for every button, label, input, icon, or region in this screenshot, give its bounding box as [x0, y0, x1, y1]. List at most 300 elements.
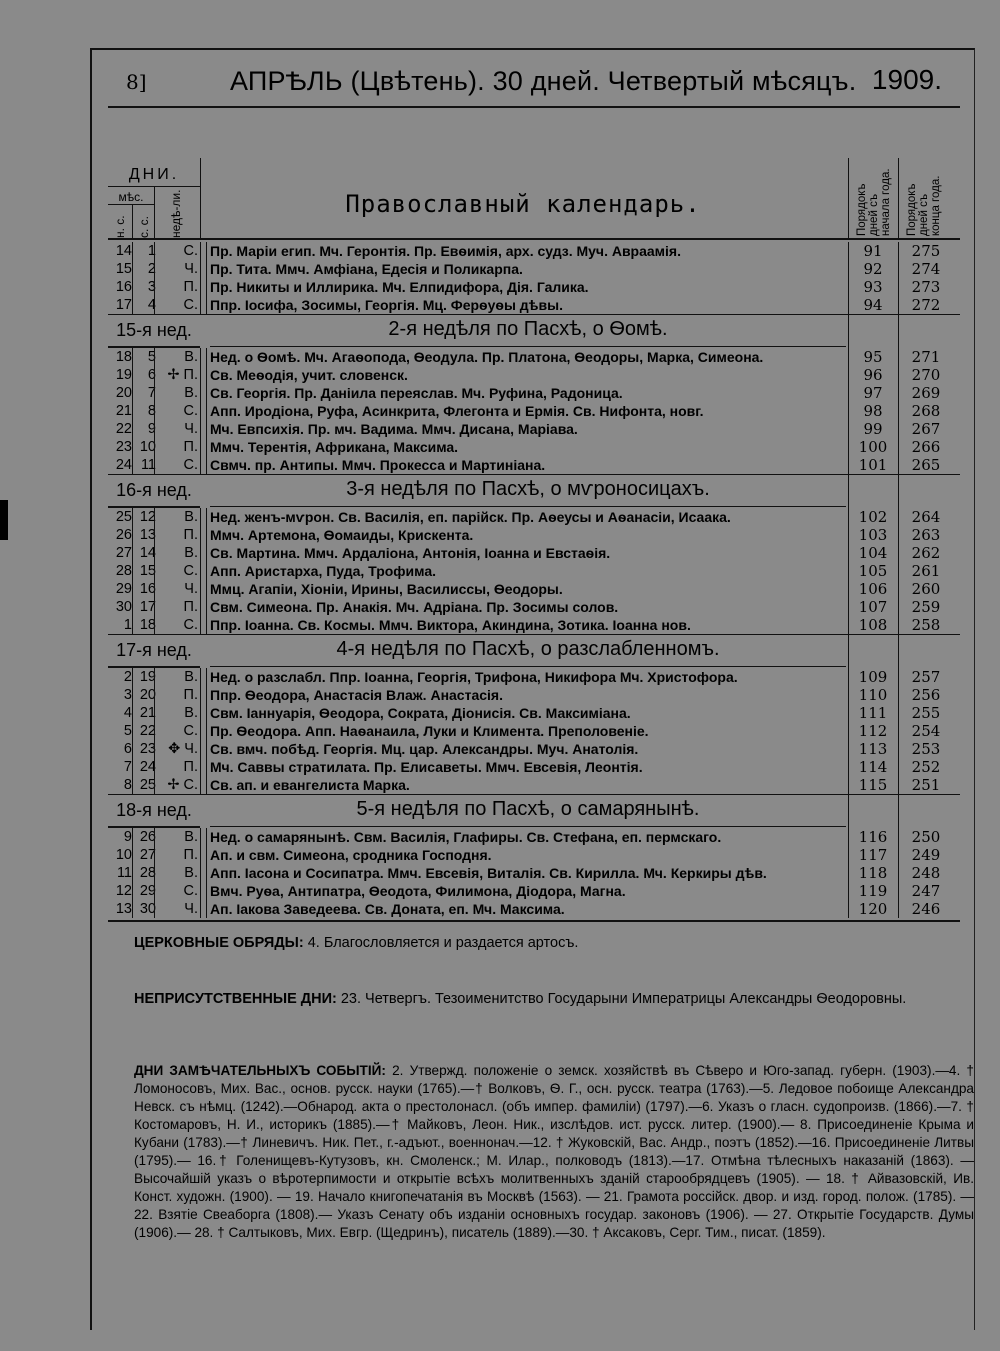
day-of-year: 120: [858, 900, 888, 918]
week-vline-main: [848, 634, 849, 668]
saints-text: Ммч. Артемона, Ѳомаиды, Крискента.: [210, 527, 474, 543]
weekday: С.: [183, 723, 198, 739]
day-of-year: 91: [863, 242, 883, 260]
weekday: Ч.: [184, 261, 198, 277]
week-vline-order: [898, 794, 899, 828]
vline-order: [898, 242, 899, 314]
table-row: [108, 562, 960, 580]
day-of-year: 112: [858, 722, 888, 740]
week-title: 2-я недѣля по Пасхѣ, о Ѳомѣ.: [388, 318, 668, 340]
day-old-style: 10: [139, 439, 156, 455]
day-new-style: 24: [115, 457, 132, 473]
calendar-title: Православный календарь.: [345, 190, 701, 218]
saints-text: Апп. Аристарха, Пуда, Трофима.: [210, 563, 436, 579]
header-rule: [108, 106, 960, 108]
weekday: П.: [183, 599, 198, 615]
days-remaining: 254: [911, 722, 941, 740]
saints-text: Нед. о Ѳомѣ. Мч. Агаѳопода, Ѳеодула. Пр. Платона, Ѳеодоры, Марка, Симеона.: [210, 349, 764, 365]
saints-text: Ммц. Агапіи, Хіоніи, Ирины, Василиссы, Ѳеодоры.: [210, 581, 563, 597]
days-remaining: 255: [911, 704, 941, 722]
table-row: [108, 420, 960, 438]
day-new-style: 6: [123, 741, 132, 757]
day-new-style: 29: [115, 581, 132, 597]
day-old-style: 19: [139, 669, 156, 685]
saints-text: Апп. Иродіона, Руфа, Асинкрита, Флегонта и Ермія. Св. Нифонта, новг.: [210, 403, 704, 419]
weekday: П.: [183, 279, 198, 295]
day-old-style: 28: [139, 865, 156, 881]
days-remaining: 268: [911, 402, 941, 420]
saints-text: Свмч. пр. Антипы. Ммч. Прокесса и Мартиніана.: [210, 457, 546, 473]
table-row: [108, 740, 960, 758]
events-text: 2. Утвержд. положеніе о земск. хозяйствѣ въ Сѣверо и Юго-запад. губерн. (1903).—4. † Ломоносовъ, Мих. Вас., основ. русск. науки (1765).—† Волковъ, Ѳ. Г., осн. русск. театра (1763).—5. Ледовое побоище Александра Невск. съ нѣмц. (1242).—Обнарод. акта о престолонасл. (объ импер. фамиліи) (1797).—6. Указъ о гласн. судопроизв. (1866).—7. † Костомаровъ, Н. И., историкъ (1885).—† Майковъ, Леон. Ник., изслѣдов. ист. русск. литер. (1900).— 8. Присоединеніе Крыма и Кубани (1783).—† Линевичъ. Ник. Пет., г.-адъют., военнонач.—12. † Жуковскій, Вас. Андр., поэтъ (1852).—16. Присоединеніе Литвы (1795).— 16.† Голенищевъ-Кутузовъ, кн. Смоленск.; М. Илар., полководъ (1813).—17. Отмѣна тѣлесныхъ наказаній (1863). — Высочайшій указъ о вѣротерпимости и открытіе всѣхъ молитвенныхъ зданій старообрядцевъ (1905). — 18. † Айвазовскій, Ив. Конст. художн. (1900). — 19. Начало книгопечатанія въ Москвѣ (1563). — 21. Грамота россійск. двор. и изд. город. полож. (1785). — 22. Взятіе Свеаборга (1808).— Указъ Сенату объ изданіи основныхъ государ. законовъ (1906). — 27. Открытіе Государств. Думы (1906).— 28. † Салтыковъ, Мих. Евгр. (Щедринъ), писатель (1889).—30. † Аксаковъ, Серг. Тим., писат. (1859).: [134, 1063, 974, 1240]
day-old-style: 29: [139, 883, 156, 899]
vline-ss: [154, 668, 155, 794]
table-row: [108, 776, 960, 794]
day-new-style: 17: [115, 297, 132, 313]
weekday: П.: [183, 847, 198, 863]
week-vline-order: [898, 474, 899, 508]
vline-order: [898, 668, 899, 794]
days-remaining: 246: [911, 900, 941, 918]
vline-ns: [132, 242, 133, 314]
header-vline-main: [848, 158, 849, 240]
day-old-style: 8: [147, 403, 156, 419]
header-vline-ss: [154, 186, 155, 240]
weekday: ✢ С.: [167, 777, 198, 793]
day-old-style: 13: [139, 527, 156, 543]
saints-text: Св. Мартина. Ммч. Ардаліона, Антонія, Іоанна и Евстаѳія.: [210, 545, 611, 561]
vline-order: [898, 828, 899, 918]
weekday: В.: [184, 829, 198, 845]
page-number: 8]: [126, 70, 147, 94]
church-rites: [134, 934, 1000, 952]
table-row: [108, 598, 960, 616]
saints-text: Ммч. Терентія, Африкана, Максима.: [210, 439, 459, 455]
day-of-year: 109: [858, 668, 888, 686]
order-start-header: Порядокъ дней съ начала года.: [856, 168, 892, 236]
saints-text: Ап. и свм. Симеона, сродника Господня.: [210, 847, 492, 863]
days-remaining: 253: [911, 740, 941, 758]
vline-ns: [132, 828, 133, 918]
day-new-style: 23: [115, 439, 132, 455]
vline-order: [898, 348, 899, 474]
day-old-style: 1: [147, 243, 156, 259]
day-old-style: 14: [139, 545, 156, 561]
table-row: [108, 438, 960, 456]
vline-ns: [132, 668, 133, 794]
vline-wd2: [206, 668, 207, 794]
weekday: С.: [183, 297, 198, 313]
day-of-year: 96: [863, 366, 883, 384]
ns-header: н. с.: [113, 215, 127, 238]
days-remaining: 274: [911, 260, 941, 278]
vline-ss: [154, 242, 155, 314]
vline-wd: [200, 242, 201, 314]
table-row: [108, 686, 960, 704]
day-old-style: 18: [139, 617, 156, 633]
header-vline-ns: [132, 204, 133, 240]
notable-events: [134, 1062, 974, 1242]
table-row: [108, 900, 960, 918]
day-new-style: 20: [115, 385, 132, 401]
day-old-style: 2: [147, 261, 156, 277]
week-vline-order: [898, 634, 899, 668]
day-new-style: 18: [115, 349, 132, 365]
day-of-year: 114: [858, 758, 888, 776]
day-of-year: 110: [858, 686, 888, 704]
holidays-text: 23. Четвергъ. Тезоименитство Государыни Императрицы Александры Ѳеодоровны.: [340, 991, 907, 1007]
day-of-year: 92: [863, 260, 883, 278]
holidays-label: НЕПРИСУТСТВЕННЫЕ ДНИ:: [134, 991, 337, 1007]
day-of-year: 108: [858, 616, 888, 634]
page-frame: [90, 48, 975, 1330]
week-title-rule: [210, 506, 846, 507]
day-new-style: 13: [115, 901, 132, 917]
week-vline-main: [848, 314, 849, 348]
table-row: [108, 242, 960, 260]
day-new-style: 22: [115, 421, 132, 437]
days-remaining: 252: [911, 758, 941, 776]
weekday: П.: [183, 439, 198, 455]
saints-text: Нед. о самарянынѣ. Свм. Василія, Глафиры. Св. Стефана, еп. пермскаго.: [210, 829, 722, 845]
days-remaining: 269: [911, 384, 941, 402]
day-of-year: 106: [858, 580, 888, 598]
days-remaining: 271: [911, 348, 941, 366]
day-old-style: 21: [139, 705, 156, 721]
saints-text: Ппр. Ѳеодора, Анастасія Влаж. Анастасія.: [210, 687, 503, 703]
day-new-style: 25: [115, 509, 132, 525]
day-new-style: 14: [115, 243, 132, 259]
day-new-style: 16: [115, 279, 132, 295]
day-new-style: 30: [115, 599, 132, 615]
table-row: [108, 348, 960, 366]
day-of-year: 101: [858, 456, 888, 474]
day-of-year: 105: [858, 562, 888, 580]
weekday: В.: [184, 385, 198, 401]
weekday: В.: [184, 545, 198, 561]
week-title: 3-я недѣля по Пасхѣ, о мѵроносицахъ.: [346, 478, 710, 500]
day-of-year: 104: [858, 544, 888, 562]
rites-text: 4. Благословляется и раздается артосъ.: [307, 935, 579, 951]
day-of-year: 117: [858, 846, 888, 864]
table-row: [108, 722, 960, 740]
day-new-style: 9: [123, 829, 132, 845]
days-remaining: 250: [911, 828, 941, 846]
day-of-year: 111: [858, 704, 888, 722]
vline-wd: [200, 508, 201, 634]
table-row: [108, 864, 960, 882]
days-remaining: 263: [911, 526, 941, 544]
day-old-style: 3: [147, 279, 156, 295]
day-new-style: 3: [123, 687, 132, 703]
saints-text: Нед. о разслабл. Ппр. Іоанна, Георгія, Трифона, Никифора Мч. Христофора.: [210, 669, 738, 685]
day-of-year: 118: [858, 864, 888, 882]
table-row: [108, 366, 960, 384]
vline-ns: [132, 508, 133, 634]
vline-main: [848, 242, 849, 314]
day-new-style: 11: [116, 865, 132, 881]
day-new-style: 26: [115, 527, 132, 543]
saints-text: Апп. Іасона и Сосипатра. Ммч. Евсевія, Виталія. Св. Кирилла. Мч. Керкиры дѣв.: [210, 865, 767, 881]
day-old-style: 22: [139, 723, 156, 739]
week-title-rule: [210, 666, 846, 667]
days-remaining: 266: [911, 438, 941, 456]
days-remaining: 265: [911, 456, 941, 474]
day-old-style: 9: [147, 421, 156, 437]
day-old-style: 20: [139, 687, 156, 703]
day-old-style: 15: [139, 563, 156, 579]
day-old-style: 26: [139, 829, 156, 845]
week-row: [108, 794, 960, 828]
day-new-style: 21: [115, 403, 132, 419]
year-label: 1909.: [871, 64, 942, 95]
week-title: 5-я недѣля по Пасхѣ, о самарянынѣ.: [356, 798, 700, 820]
day-old-style: 16: [139, 581, 156, 597]
month-header: мѣс.: [118, 190, 144, 204]
weekday: Ч.: [184, 581, 198, 597]
weekday-header: недѣ-ли.: [169, 189, 183, 238]
day-new-style: 2: [123, 669, 132, 685]
days-remaining: 267: [911, 420, 941, 438]
day-of-year: 99: [863, 420, 883, 438]
saints-text: Пр. Тита. Ммч. Амфіана, Едесія и Поликарпа.: [210, 261, 523, 277]
vline-main: [848, 508, 849, 634]
ss-header: с. с.: [137, 215, 151, 238]
vline-wd2: [206, 242, 207, 314]
scan-mark: [0, 500, 8, 540]
table-row: [108, 278, 960, 296]
saints-text: Мч. Саввы стратилата. Пр. Елисаветы. Ммч. Евсевія, Леонтія.: [210, 759, 643, 775]
saints-text: Пр. Маріи егип. Мч. Геронтія. Пр. Евѳимія, арх. судз. Муч. Авраамія.: [210, 243, 681, 259]
saints-text: Ап. Іакова Заведеева. Св. Доната, еп. Мч. Максима.: [210, 901, 565, 917]
days-header: ДНИ.: [128, 166, 180, 183]
page-title: АПРѢЛЬ (Цвѣтень). 30 дней. Четвертый мѣсяцъ.: [230, 66, 857, 96]
day-new-style: 7: [123, 759, 132, 775]
day-of-year: 103: [858, 526, 888, 544]
saints-text: Ппр. Іоанна. Св. Космы. Ммч. Виктора, Акиндина, Зотика. Іоанна нов.: [210, 617, 691, 633]
table-row: [108, 846, 960, 864]
table-row: [108, 526, 960, 544]
weekday: П.: [183, 687, 198, 703]
day-of-year: 119: [858, 882, 888, 900]
day-of-year: 93: [863, 278, 883, 296]
day-new-style: 1: [123, 617, 132, 633]
day-old-style: 27: [139, 847, 156, 863]
day-of-year: 95: [863, 348, 883, 366]
days-remaining: 275: [911, 242, 941, 260]
table-row: [108, 704, 960, 722]
weekday: С.: [183, 243, 198, 259]
week-label: 16-я нед.: [116, 480, 192, 500]
week-label: 18-я нед.: [116, 800, 192, 820]
weekday: В.: [184, 349, 198, 365]
days-remaining: 261: [911, 562, 941, 580]
days-remaining: 273: [911, 278, 941, 296]
saints-text: Св. вмч. побѣд. Георгія. Мц. цар. Александры. Муч. Анатолія.: [210, 741, 639, 757]
week-row: [108, 474, 960, 508]
saints-text: Нед. женъ-мѵрон. Св. Василія, еп. парійск. Пр. Аѳеусы и Аѳанасіи, Исаака.: [210, 509, 731, 525]
weekday: В.: [184, 509, 198, 525]
vline-main: [848, 348, 849, 474]
day-new-style: 15: [115, 261, 132, 277]
days-remaining: 259: [911, 598, 941, 616]
day-new-style: 8: [123, 777, 132, 793]
header-bottom-rule: [108, 238, 960, 240]
day-new-style: 19: [115, 367, 132, 383]
day-new-style: 27: [115, 545, 132, 561]
table-bottom-rule: [108, 920, 960, 922]
week-vline-order: [898, 314, 899, 348]
week-top-rule: [108, 314, 960, 315]
weekday: С.: [183, 403, 198, 419]
week-top-rule: [108, 634, 960, 635]
day-old-style: 23: [139, 741, 156, 757]
days-remaining: 260: [911, 580, 941, 598]
day-of-year: 107: [858, 598, 888, 616]
days-remaining: 251: [911, 776, 941, 794]
order-end-header: Порядокъ дней съ конца года.: [906, 175, 942, 236]
days-remaining: 272: [911, 296, 941, 314]
month-divider: [108, 204, 154, 205]
vline-ss: [154, 348, 155, 474]
vline-wd2: [206, 348, 207, 474]
days-remaining: 247: [911, 882, 941, 900]
vline-ns: [132, 348, 133, 474]
week-row: [108, 314, 960, 348]
saints-text: Вмч. Руѳа, Антипатра, Ѳеодота, Филимона, Діодора, Магна.: [210, 883, 626, 899]
saints-text: Ппр. Іосифа, Зосимы, Георгія. Мц. Ферѳуѳы дѣвы.: [210, 297, 563, 313]
table-row: [108, 508, 960, 526]
saints-text: Свм. Іаннуарія, Ѳеодора, Сократа, Діонисія. Св. Максиміана.: [210, 705, 631, 721]
weekday: В.: [184, 669, 198, 685]
days-remaining: 258: [911, 616, 941, 634]
weekday: Ч.: [184, 421, 198, 437]
day-new-style: 5: [123, 723, 132, 739]
table-row: [108, 544, 960, 562]
day-of-year: 97: [863, 384, 883, 402]
table-row: [108, 758, 960, 776]
week-label: 15-я нед.: [116, 320, 192, 340]
week-title: 4-я недѣля по Пасхѣ, о разслабленномъ.: [336, 638, 720, 660]
table-row: [108, 456, 960, 474]
weekday: В.: [184, 705, 198, 721]
vline-wd: [200, 348, 201, 474]
day-old-style: 5: [147, 349, 156, 365]
table-row: [108, 828, 960, 846]
week-row: [108, 634, 960, 668]
saints-text: Пр. Никиты и Иллирика. Мч. Елпидифора, Дія. Галика.: [210, 279, 589, 295]
week-title-rule: [210, 346, 846, 347]
day-new-style: 10: [115, 847, 132, 863]
days-remaining: 256: [911, 686, 941, 704]
table-row: [108, 580, 960, 598]
days-remaining: 270: [911, 366, 941, 384]
day-new-style: 4: [123, 705, 132, 721]
table-row: [108, 402, 960, 420]
table-row: [108, 882, 960, 900]
days-remaining: 264: [911, 508, 941, 526]
weekday: П.: [183, 527, 198, 543]
weekday: В.: [184, 865, 198, 881]
saints-text: Свм. Симеона. Пр. Анакія. Мч. Адріана. Пр. Зосимы солов.: [210, 599, 619, 615]
week-top-rule: [108, 474, 960, 475]
page-header: [92, 60, 974, 108]
saints-text: Св. Георгія. Пр. Даніила переяслав. Мч. Руфина, Радоница.: [210, 385, 623, 401]
saints-text: Мч. Евпсихія. Пр. мч. Вадима. Ммч. Дисана, Маріава.: [210, 421, 578, 437]
weekday: ✥ Ч.: [168, 741, 198, 757]
week-top-rule: [108, 794, 960, 795]
vline-wd2: [206, 828, 207, 918]
saints-text: Св. ап. и евангелиста Марка.: [210, 777, 410, 793]
day-of-year: 98: [863, 402, 883, 420]
days-remaining: 262: [911, 544, 941, 562]
vline-wd: [200, 828, 201, 918]
week-label: 17-я нед.: [116, 640, 192, 660]
events-label: ДНИ ЗАМѢЧАТЕЛЬНЫХЪ СОБЫТІЙ:: [134, 1063, 386, 1078]
day-new-style: 12: [115, 883, 132, 899]
vline-wd2: [206, 508, 207, 634]
day-of-year: 113: [858, 740, 888, 758]
vline-ss: [154, 508, 155, 634]
vline-main: [848, 668, 849, 794]
table-row: [108, 668, 960, 686]
rites-label: ЦЕРКОВНЫЕ ОБРЯДЫ:: [134, 935, 304, 951]
table-row: [108, 260, 960, 278]
days-remaining: 248: [911, 864, 941, 882]
day-of-year: 100: [858, 438, 888, 456]
saints-text: Св. Меѳодія, учит. словенск.: [210, 367, 408, 383]
table-row: [108, 296, 960, 314]
header-vline-days: [200, 158, 201, 240]
calendar-table: [108, 158, 960, 946]
day-of-year: 94: [863, 296, 883, 314]
weekday: С.: [183, 617, 198, 633]
day-new-style: 28: [115, 563, 132, 579]
vline-main: [848, 828, 849, 918]
day-old-style: 4: [147, 297, 156, 313]
weekday: Ч.: [184, 901, 198, 917]
week-vline-main: [848, 794, 849, 828]
days-remaining: 257: [911, 668, 941, 686]
day-old-style: 12: [139, 509, 156, 525]
week-title-rule: [210, 826, 846, 827]
vline-wd: [200, 668, 201, 794]
day-of-year: 116: [858, 828, 888, 846]
day-of-year: 102: [858, 508, 888, 526]
day-old-style: 25: [139, 777, 156, 793]
weekday: С.: [183, 563, 198, 579]
weekday: С.: [183, 457, 198, 473]
weekday: П.: [183, 759, 198, 775]
vline-order: [898, 508, 899, 634]
vline-ss: [154, 828, 155, 918]
day-old-style: 7: [147, 385, 156, 401]
day-old-style: 24: [139, 759, 156, 775]
saints-text: Пр. Ѳеодора. Апп. Наѳанаила, Луки и Климента. Преполовеніе.: [210, 723, 649, 739]
week-vline-main: [848, 474, 849, 508]
table-row: [108, 616, 960, 634]
day-old-style: 30: [139, 901, 156, 917]
header-vline-order: [898, 158, 899, 240]
day-of-year: 115: [858, 776, 888, 794]
day-old-style: 17: [139, 599, 156, 615]
holidays: [134, 990, 974, 1008]
day-old-style: 11: [140, 457, 156, 473]
days-remaining: 249: [911, 846, 941, 864]
weekday: С.: [183, 883, 198, 899]
weekday: ✢ П.: [167, 367, 198, 383]
day-old-style: 6: [147, 367, 156, 383]
